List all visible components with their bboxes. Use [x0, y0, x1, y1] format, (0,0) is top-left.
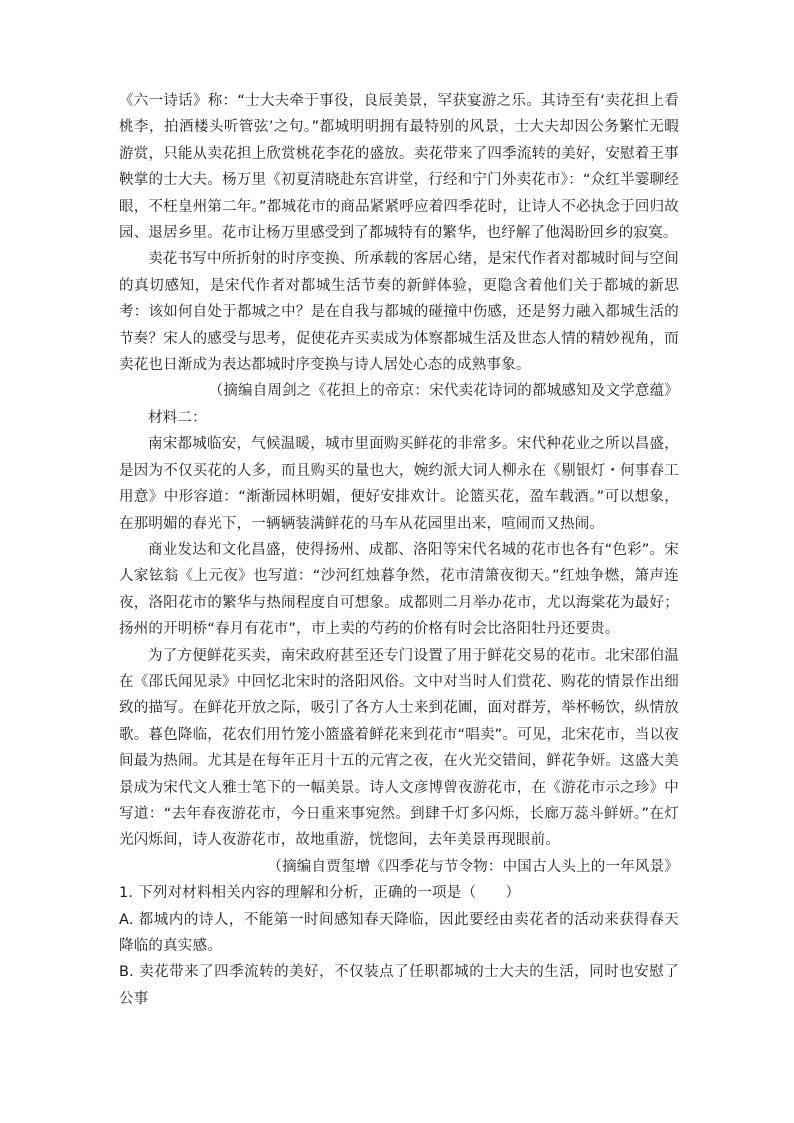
option-a: A. 都城内的诗人，不能第一时间感知春天降临，因此要经由卖花者的活动来获得春天降临的真实感。 [119, 911, 679, 954]
paragraph-mingcheng-huashi: 商业发达和文化昌盛，使得扬州、成都、洛阳等宋代名城的花市也各有“色彩”。宋人家铉翁《上元夜》也写道：“沙河红烛暮争然，花市清箫夜彻天。”红烛争燃，箫声连夜，洛阳花市的繁华与热闹程度自可想象。成都则二月举办花市，尤以海棠花为最好；扬州的开明桥“春月有花市”，市上卖的芍药的价格有时会比洛阳牡丹还要贵。 [119, 541, 679, 638]
paragraph-huashi-yejian: 为了方便鲜花买卖，南宋政府甚至还专门设置了用于鲜花交易的花市。北宋邵伯温在《邵氏闻见录》中回忆北宋时的洛阳风俗。文中对当时人们赏花、购花的情景作出细致的描写。在鲜花开放之际，吸引了各方人士来到花圃，面对群芳，举杯畅饮，纵情放歌。暮色降临，花农们用竹笼小篮盛着鲜花来到花市“唱卖”。可见，北宋花市，当以夜间最为热闹。尤其是在每年正月十五的元宵之夜，在火光交错间，鲜花争妍。这盛大美景成为宋代文人雅士笔下的一幅美景。诗人文彦博曾夜游花市，在《游花市示之珍》中写道：“去年春夜游花市，今日重来事宛然。到肆千灯多闪烁，长廊万蕊斗鲜妍。”在灯光闪烁间，诗人夜游花市，故地重游，恍惚间，去年美景再现眼前。 [119, 647, 679, 849]
source-citation-1: （摘编自周剑之《花担上的帝京：宋代卖花诗词的都城感知及文学意蕴》 [208, 383, 679, 400]
material-two-label: 材料二： [148, 409, 207, 426]
paragraph-linan: 南宋都城临安，气候温暖，城市里面购买鲜花的非常多。宋代种花业之所以昌盛，是因为不仅买花的人多，而且购买的量也大，婉约派大词人柳永在《剔银灯・何事春工用意》中形容道：“渐渐园林明媚，便好安排欢计。论篮买花，盈车载酒。”可以想象，在那明媚的春光下，一辆辆装满鲜花的马车从花园里出来，喧闹而又热闹。 [119, 436, 679, 532]
paragraph-liuyi-shihua: 《六一诗话》称：“士大夫牵于事役，良辰美景，罕获宴游之乐。其诗至有‘卖花担上看桃李，拍酒楼头听管弦’之句。”都城明明拥有最特别的风景，士大夫却因公务繁忙无暇游赏，只能从卖花担上欣赏桃花李花的盛放。卖花带来了四季流转的美好，安慰着王事鞅掌的士大夫。杨万里《初夏清晓赴东宫讲堂，行经和宁门外卖花市》：“众红半霎聊经眼，不枉皇州第二年。”都城花市的商品紧紧呼应着四季花时，让诗人不必执念于回归故园、退居乡里。花市让杨万里感受到了都城特有的繁华，也纾解了他渴盼回乡的寂寞。 [119, 93, 679, 242]
document-page [119, 88, 679, 1012]
option-b: B. 卖花带来了四季流转的美好，不仅装点了任职都城的士大夫的生活，同时也安慰了公事 [119, 964, 679, 1007]
question-stem: 1. 下列对材料相关内容的理解和分析，正确的一项是（ ） [119, 885, 521, 902]
source-citation-2: （摘编自贾玺增《四季花与节令物：中国古人头上的一年风景》 [267, 858, 679, 875]
paragraph-maihua-shuxie: 卖花书写中所折射的时序变换、所承载的客居心绪，是宋代作者对都城时间与空间的真切感知，是宋代作者对都城生活节奏的新鲜体验，更隐含着他们关于都城的新思考：该如何自处于都城之中？是在自我与都城的碰撞中伤感，还是努力融入都城生活的节奏？宋人的感受与思考，促使花卉买卖成为体察都城生活及世态人情的精妙视角，而卖花也日渐成为表达都城时序变换与诗人居处心态的成熟事象。 [119, 251, 679, 374]
